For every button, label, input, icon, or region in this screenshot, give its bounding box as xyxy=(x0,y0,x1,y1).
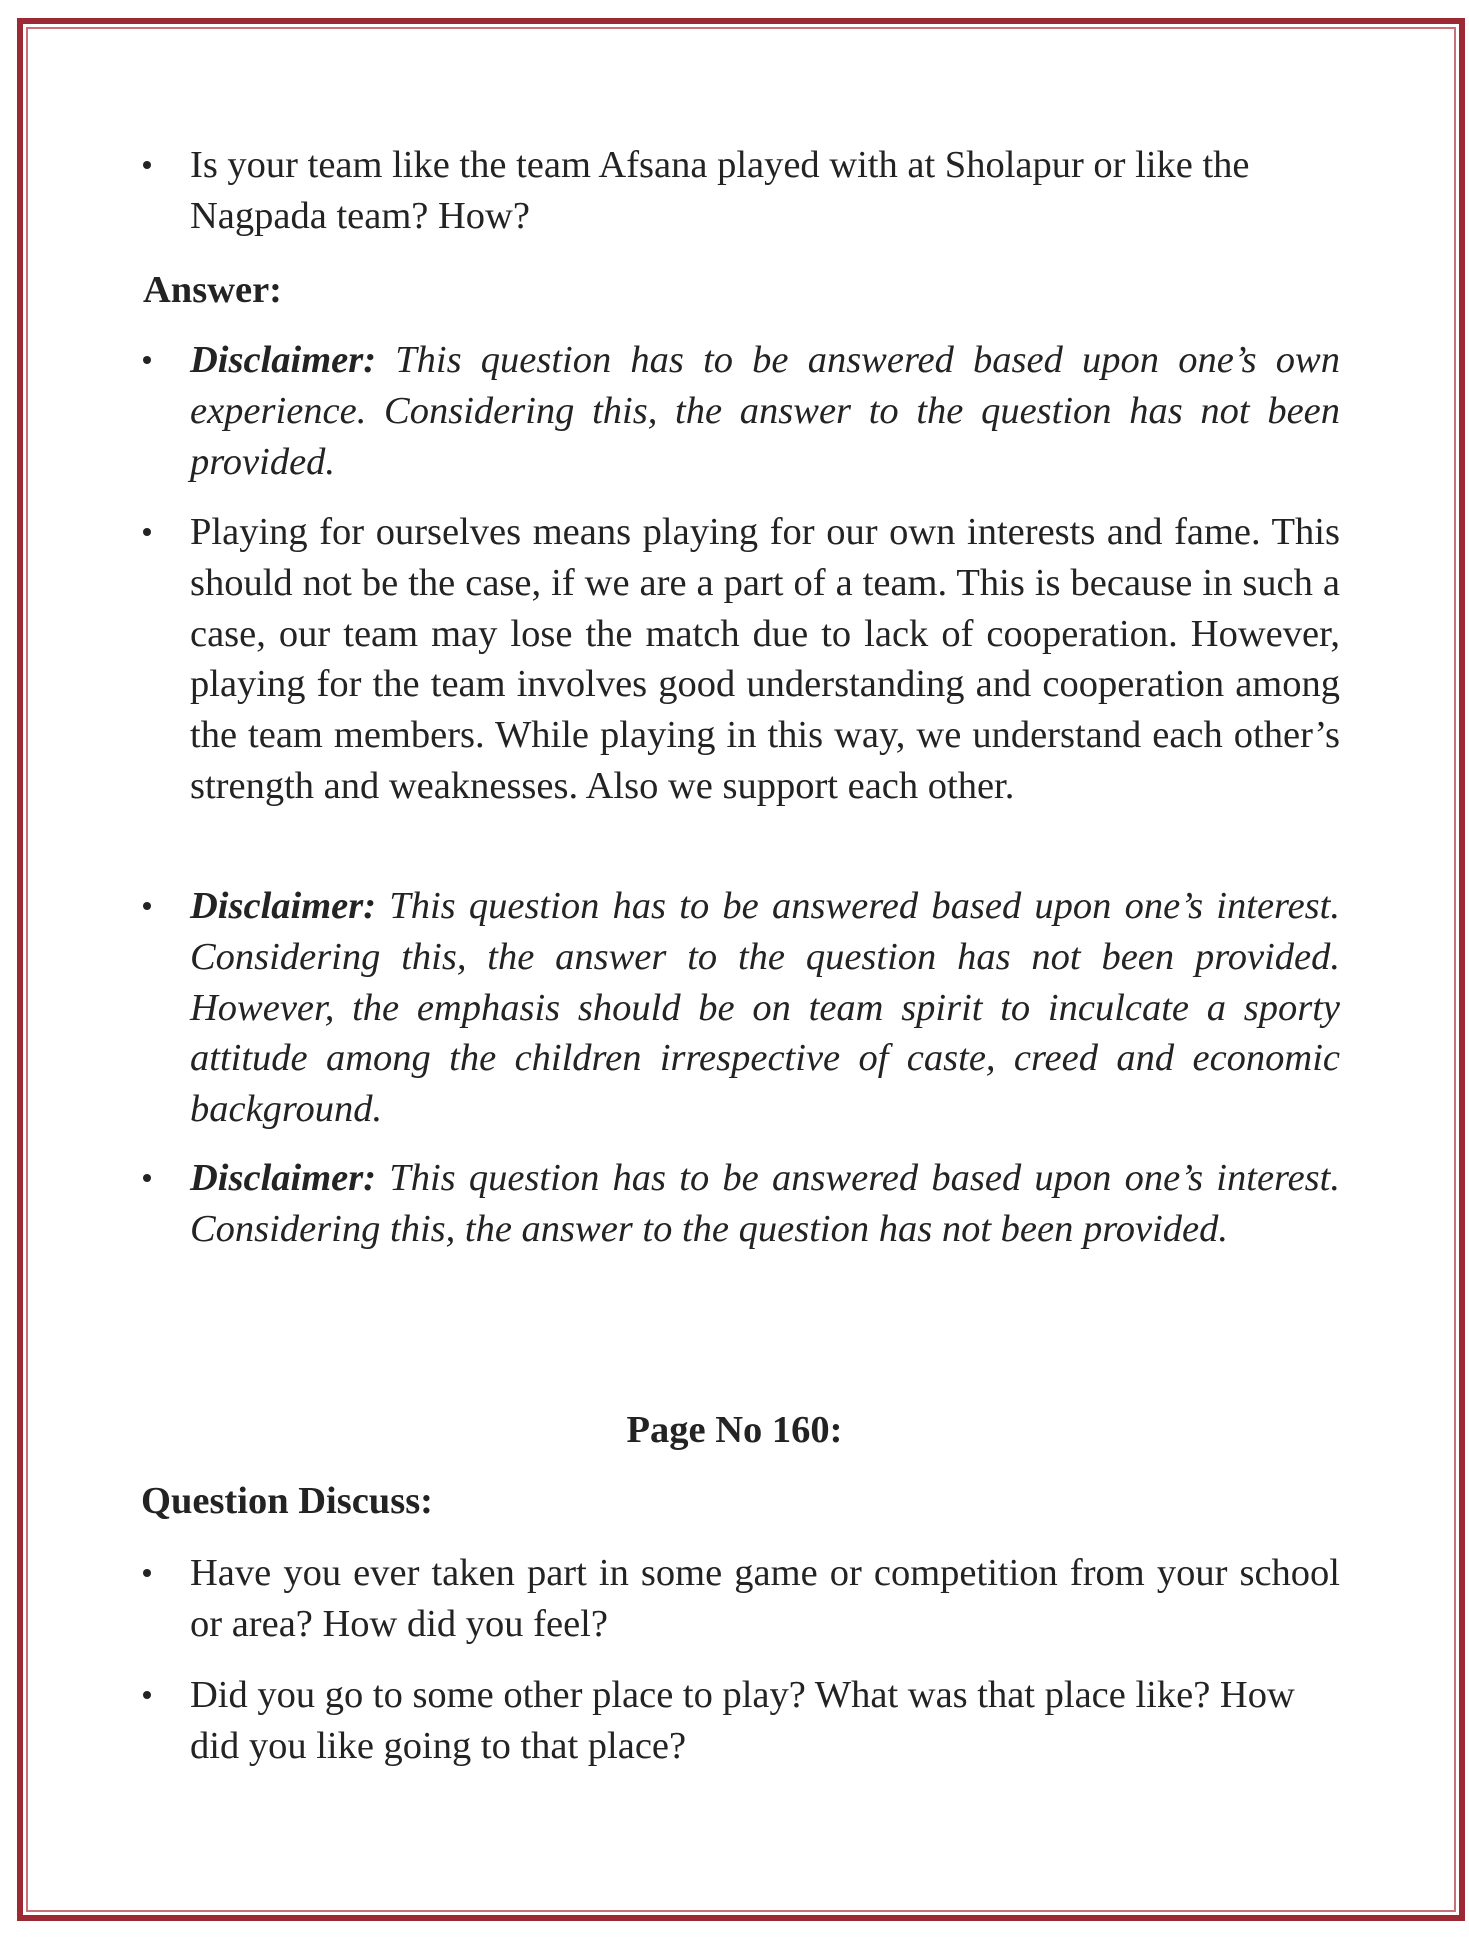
answer-item xyxy=(190,507,1340,812)
disclaimer-label: Disclaimer: xyxy=(190,1157,377,1199)
discuss-item xyxy=(190,1670,1340,1772)
bullet-icon xyxy=(143,356,151,364)
discuss-text: Did you go to some other place to play? What was that place like? How did you like going to that place? xyxy=(190,1674,1295,1767)
page-number-heading: Page No 160: xyxy=(626,1409,843,1451)
answer-text: Playing for ourselves means playing for our own interests and fame. This should not be the case, if we are a part of a team. This is because in such a case, our team may lose the match due to lack of cooperation. However, playing for the team involves good understanding and cooperation among the team members. While playing in this way, we understand each other’s strength and weaknesses. Also we support each other. xyxy=(190,511,1340,807)
bullet-icon xyxy=(143,1691,151,1699)
answer-text: This question has to be answered based upon one’s interest. Considering this, the answer to the question has not been provided. However, the emphasis should be on team spirit to inculcate a sporty attitude among the children irrespective of caste, creed and economic background. xyxy=(190,885,1340,1131)
answer-text: This question has to be answered based upon one’s interest. Considering this, the answer to the question has not been provided. xyxy=(190,1157,1340,1250)
discuss-text: Have you ever taken part in some game or competition from your school or area? How did you feel? xyxy=(190,1552,1340,1645)
discuss-item xyxy=(190,1548,1340,1650)
bullet-icon xyxy=(143,161,151,169)
bullet-icon xyxy=(143,528,151,536)
bullet-icon xyxy=(143,902,151,910)
bullet-icon xyxy=(143,1569,151,1577)
question-text: Is your team like the team Afsana played with at Sholapur or like the Nagpada team? How? xyxy=(190,144,1250,237)
disclaimer-label: Disclaimer: xyxy=(190,885,377,927)
bullet-icon xyxy=(143,1174,151,1182)
question-item xyxy=(190,140,1340,242)
answer-text: This question has to be answered based upon one’s own experience. Considering this, the answer to the question has not been provided. xyxy=(190,339,1340,483)
discuss-heading: Question Discuss: xyxy=(141,1480,434,1522)
answer-item xyxy=(190,335,1340,487)
disclaimer-label: Disclaimer: xyxy=(190,339,377,381)
answer-heading: Answer: xyxy=(143,269,282,311)
answer-item xyxy=(190,881,1340,1135)
answer-item xyxy=(190,1153,1340,1255)
